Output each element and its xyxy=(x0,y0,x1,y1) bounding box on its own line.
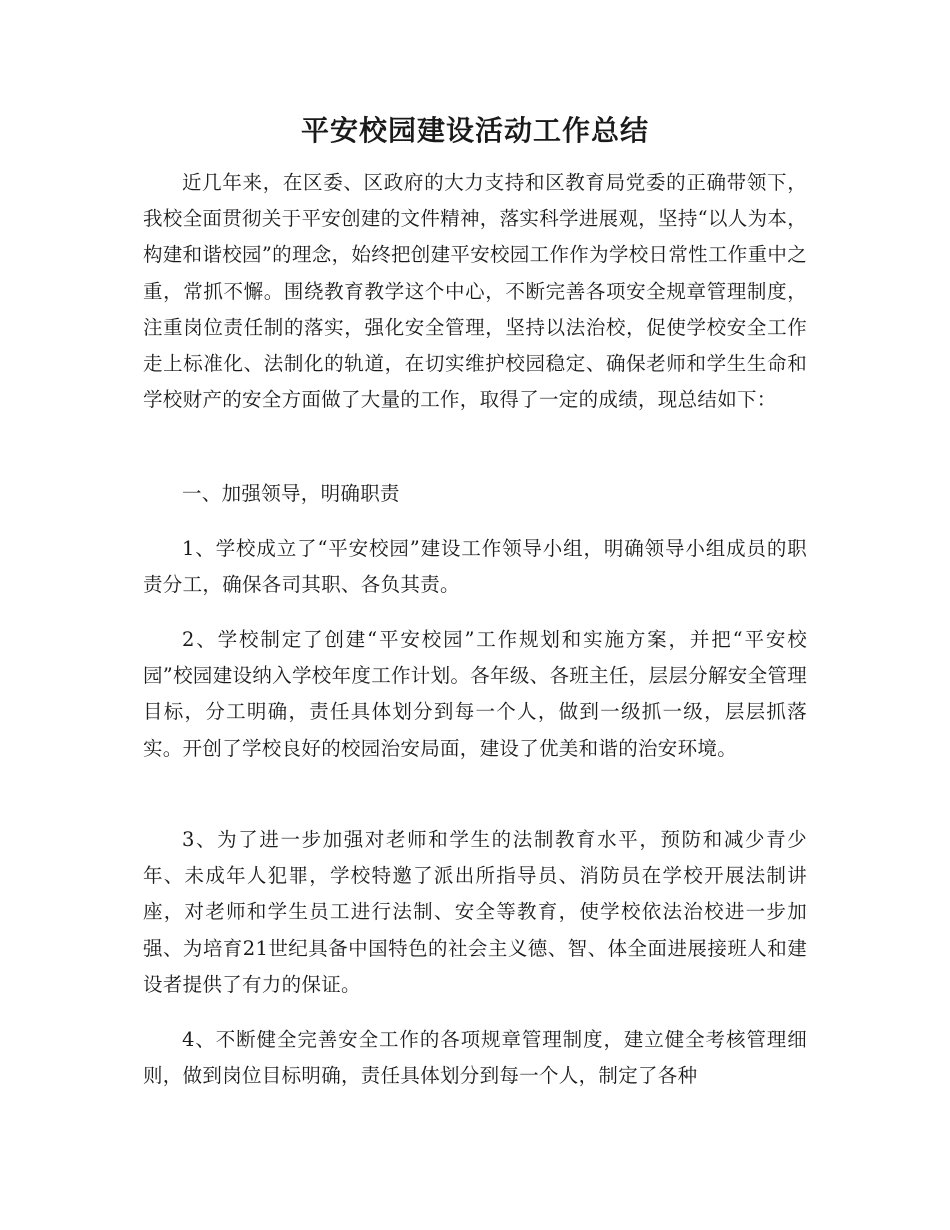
paragraph-item-3: 3、为了进一步加强对老师和学生的法制教育水平，预防和减少青少年、未成年人犯罪，学校特邀了派出所指导员、消防员在学校开展法制讲座，对老师和学生员工进行法制、安全等教育，使学校依法治校进一步加强、为培育21世纪具备中国特色的社会主义德、智、体全面进展接班人和建设者提供了有力的保证。 xyxy=(143,828,807,996)
intro-paragraph: 近几年来，在区委、区政府的大力支持和区教育局党委的正确带领下，我校全面贯彻关于平安创建的文件精神，落实科学进展观，坚持“以人为本，构建和谐校园”的理念，始终把创建平安校园工作作为学校日常性工作重中之重，常抓不懈。围绕教育教学这个中心，不断完善各项安全规章管理制度，注重岗位责任制的落实，强化安全管理，坚持以法治校，促使学校安全工作走上标准化、法制化的轨道，在切实维护校园稳定、确保老师和学生生命和学校财产的安全方面做了大量的工作，取得了一定的成绩，现总结如下： xyxy=(143,171,807,412)
paragraph-item-2: 2、学校制定了创建“平安校园”工作规划和实施方案，并把“平安校园”校园建设纳入学校年度工作计划。各年级、各班主任，层层分解安全管理目标，分工明确，责任具体划分到每一个人，做到一级抓一级，层层抓落实。开创了学校良好的校园治安局面，建设了优美和谐的治安环境。 xyxy=(143,628,807,760)
document-title: 平安校园建设活动工作总结 xyxy=(300,114,649,147)
section-heading: 一、加强领导，明确职责 xyxy=(182,482,400,505)
paragraph-item-1: 1、学校成立了“平安校园”建设工作领导小组，明确领导小组成员的职责分工，确保各司其职、各负其责。 xyxy=(143,537,807,597)
paragraph-item-4: 4、不断健全完善安全工作的各项规章管理制度，建立健全考核管理细则，做到岗位目标明确，责任具体划分到每一个人，制定了各种 xyxy=(143,1028,807,1088)
